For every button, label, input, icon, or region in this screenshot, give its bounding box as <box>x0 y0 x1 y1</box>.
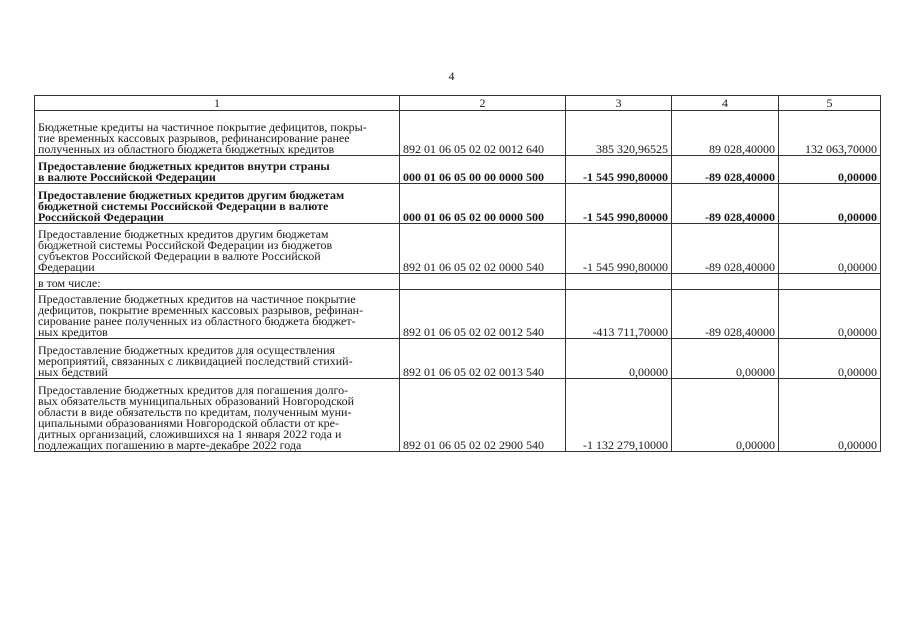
row-code: 000 01 06 05 02 00 0000 500 <box>400 184 566 224</box>
row-code: 892 01 06 05 02 02 0013 540 <box>400 339 566 379</box>
row-value-col4: -89 028,40000 <box>672 156 779 184</box>
row-value-col5: 0,00000 <box>779 184 881 224</box>
page-number: 4 <box>448 69 455 83</box>
row-value-col3: 0,00000 <box>566 339 672 379</box>
row-value-col5 <box>779 274 881 290</box>
row-value-col5: 132 063,70000 <box>779 111 881 156</box>
table-row <box>35 290 881 339</box>
table-row <box>35 156 881 184</box>
column-header-5: 5 <box>779 96 881 111</box>
table-header-row <box>35 96 881 111</box>
row-value-col3: -1 545 990,80000 <box>566 224 672 274</box>
table-row <box>35 184 881 224</box>
row-name: Предоставление бюджетных кредитов для осуществления мероприятий, связанных с ликвидацией последствий стихий- ных бедствий <box>35 339 400 379</box>
table-row <box>35 111 881 156</box>
row-name: Предоставление бюджетных кредитов на частичное покрытие дефицитов, покрытие временных кассовых разрывов, рефинан- сирование ранее полученных из областного бюджета бюджет- ных кредитов <box>35 290 400 339</box>
row-value-col3 <box>566 274 672 290</box>
row-name: в том числе: <box>35 274 400 290</box>
row-value-col5: 0,00000 <box>779 224 881 274</box>
row-name: Предоставление бюджетных кредитов другим бюджетам бюджетной системы Российской Федерации из бюджетов субъектов Российской Федерации в валюте Российской Федерации <box>35 224 400 274</box>
row-value-col5: 0,00000 <box>779 156 881 184</box>
column-header-4: 4 <box>672 96 779 111</box>
table-row <box>35 339 881 379</box>
row-name: Предоставление бюджетных кредитов внутри страны в валюте Российской Федерации <box>35 156 400 184</box>
row-value-col5: 0,00000 <box>779 290 881 339</box>
column-header-2: 2 <box>400 96 566 111</box>
row-value-col3: 385 320,96525 <box>566 111 672 156</box>
row-value-col4: 0,00000 <box>672 339 779 379</box>
row-code: 892 01 06 05 02 02 2900 540 <box>400 379 566 452</box>
row-value-col5: 0,00000 <box>779 379 881 452</box>
table-row <box>35 379 881 452</box>
column-header-1: 1 <box>35 96 400 111</box>
row-code <box>400 274 566 290</box>
row-value-col3: -1 545 990,80000 <box>566 156 672 184</box>
row-code: 892 01 06 05 02 02 0012 640 <box>400 111 566 156</box>
row-name: Предоставление бюджетных кредитов для погашения долго- вых обязательств муниципальных образований Новгородской области в виде обязательств по кредитам, полученным муни- ципальными образованиями Новгородской области от кре- дитных организаций, сложившихся на 1 января 2022 года и подлежащих погашению в марте-декабре 2022 года <box>35 379 400 452</box>
row-name: Предоставление бюджетных кредитов другим бюджетам бюджетной системы Российской Федерации в валюте Российской Федерации <box>35 184 400 224</box>
column-header-3: 3 <box>566 96 672 111</box>
row-code: 892 01 06 05 02 02 0000 540 <box>400 224 566 274</box>
budget-sources-table <box>34 95 881 452</box>
row-value-col3: -1 545 990,80000 <box>566 184 672 224</box>
table-row <box>35 274 881 290</box>
row-value-col4: 0,00000 <box>672 379 779 452</box>
row-value-col4: 89 028,40000 <box>672 111 779 156</box>
row-value-col3: -1 132 279,10000 <box>566 379 672 452</box>
row-code: 892 01 06 05 02 02 0012 540 <box>400 290 566 339</box>
row-value-col4: -89 028,40000 <box>672 224 779 274</box>
row-value-col4 <box>672 274 779 290</box>
table-row <box>35 224 881 274</box>
row-value-col4: -89 028,40000 <box>672 184 779 224</box>
row-name: Бюджетные кредиты на частичное покрытие дефицитов, покры- тие временных кассовых разрывов, рефинансирование ранее полученных из областного бюджета бюджетных кредитов <box>35 111 400 156</box>
row-value-col5: 0,00000 <box>779 339 881 379</box>
row-value-col3: -413 711,70000 <box>566 290 672 339</box>
row-code: 000 01 06 05 00 00 0000 500 <box>400 156 566 184</box>
row-value-col4: -89 028,40000 <box>672 290 779 339</box>
